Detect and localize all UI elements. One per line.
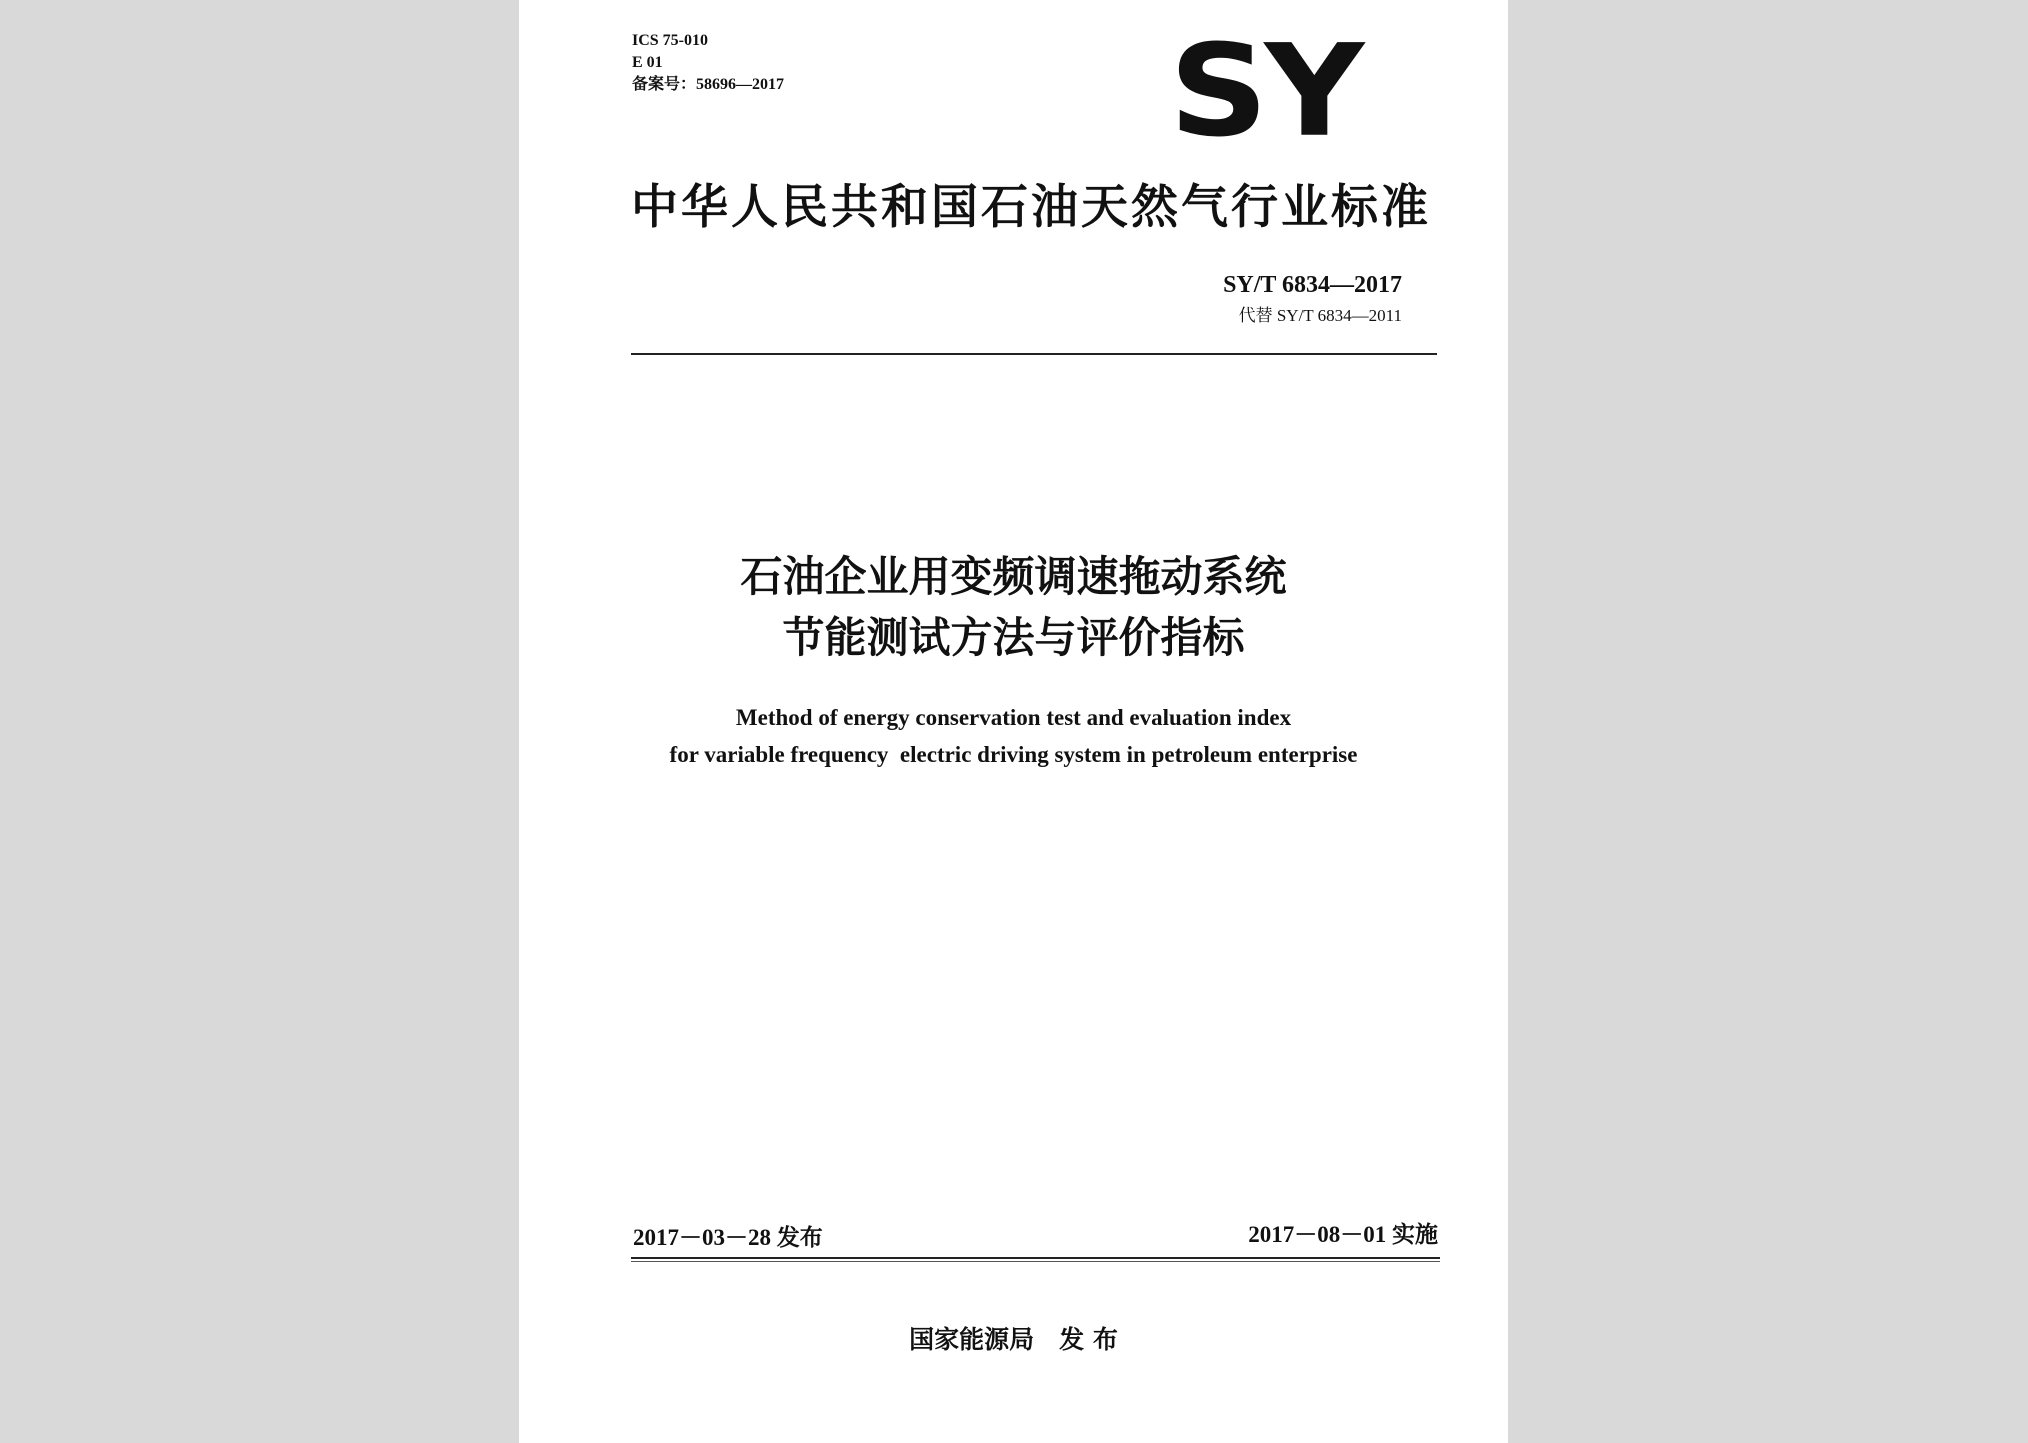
- standard-number: SY/T 6834—2017: [1223, 272, 1402, 298]
- filing-number: 备案号：58696—2017: [632, 76, 785, 93]
- english-title-line-1: Method of energy conservation test and evaluation index: [735, 705, 1292, 730]
- implementation-date: 2017－08－01 实施: [1248, 1222, 1438, 1247]
- footer-divider: [631, 1257, 1440, 1259]
- class-code: E 01: [632, 54, 663, 71]
- classification-block: [632, 30, 784, 96]
- footer-divider-thin: [631, 1261, 1440, 1262]
- replaces-standard: 代替 SY/T 6834—2011: [1238, 306, 1402, 325]
- publisher: 国家能源局 发 布: [909, 1325, 1118, 1354]
- document-page: [519, 0, 1508, 1443]
- industry-standard-title: 中华人民共和国石油天然气行业标准: [631, 180, 1431, 235]
- ics-code: ICS 75-010: [632, 32, 709, 49]
- sy-logo: SY: [1169, 16, 1361, 166]
- chinese-title-line-1: 石油企业用变频调速拖动系统: [740, 552, 1287, 601]
- issue-date: 2017－03－28 发布: [633, 1225, 823, 1250]
- chinese-title-line-2: 节能测试方法与评价指标: [782, 613, 1245, 662]
- english-title-line-2: for variable frequency electric driving system in petroleum enterprise: [669, 742, 1358, 767]
- header-divider: [631, 353, 1437, 355]
